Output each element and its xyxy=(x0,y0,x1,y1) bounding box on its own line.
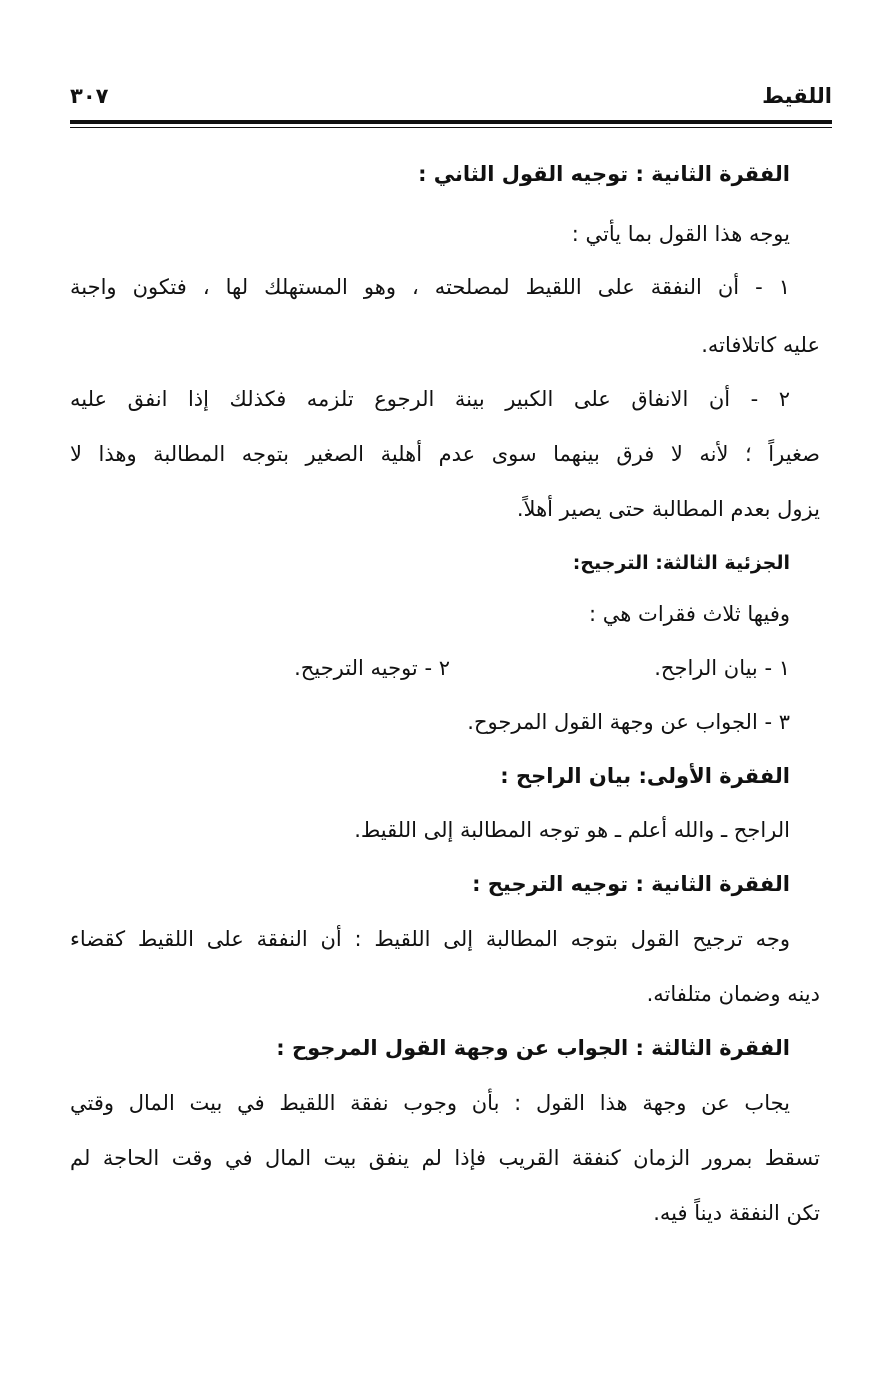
section-three-intro: وفيها ثلاث فقرات هي : xyxy=(589,602,790,626)
third-paragraph-heading: الفقرة الثالثة : الجواب عن وجهة القول المرجوح : xyxy=(276,1036,790,1060)
header-rule-thin xyxy=(70,127,832,128)
list-item-2-line-1: ٢ - أن الانفاق على الكبير بينة الرجوع تلزمه فكذلك إذا انفق عليه xyxy=(70,387,790,411)
running-title: اللقيط xyxy=(762,84,832,108)
first-paragraph-text: الراجح ـ والله أعلم ـ هو توجه المطالبة إلى اللقيط. xyxy=(354,818,790,842)
third-paragraph-line-3: تكن النفقة ديناً فيه. xyxy=(653,1201,820,1225)
paragraph-intro: يوجه هذا القول بما يأتي : xyxy=(571,222,790,246)
second-paragraph-heading: الفقرة الثانية : توجيه الترجيح : xyxy=(472,872,790,896)
third-paragraph-line-1: يجاب عن وجهة هذا القول : بأن وجوب نفقة اللقيط في بيت المال وقتي xyxy=(70,1091,790,1115)
first-paragraph-heading: الفقرة الأولى: بيان الراجح : xyxy=(500,764,790,788)
heading-second-paragraph: الفقرة الثانية : توجيه القول الثاني : xyxy=(418,162,790,186)
list-item-2-line-3: يزول بعدم المطالبة حتى يصير أهلاً. xyxy=(516,497,820,521)
page-header xyxy=(70,84,832,114)
list-item-1-line-2: عليه كاتلافاته. xyxy=(701,333,820,357)
third-paragraph-line-2: تسقط بمرور الزمان كنفقة القريب فإذا لم ينفق بيت المال في وقت الحاجة لم xyxy=(70,1146,820,1170)
second-paragraph-line-1: وجه ترجيح القول بتوجه المطالبة إلى اللقيط : أن النفقة على اللقيط كقضاء xyxy=(70,927,790,951)
section-three-item-1: ١ - بيان الراجح. xyxy=(654,656,790,680)
list-item-2-line-2: صغيراً ؛ لأنه لا فرق بينهما سوى عدم أهلية الصغير بتوجه المطالبة وهذا لا xyxy=(70,442,820,466)
second-paragraph-line-2: دينه وضمان متلفاته. xyxy=(646,982,820,1006)
list-item-1-line-1: ١ - أن النفقة على اللقيط لمصلحته ، وهو المستهلك لها ، فتكون واجبة xyxy=(70,275,790,299)
header-rule-thick xyxy=(70,120,832,124)
section-three-item-2: ٢ - توجيه الترجيح. xyxy=(294,656,450,680)
page-number: ٣٠٧ xyxy=(70,84,109,108)
section-three-items-row xyxy=(250,656,820,686)
section-three-item-3: ٣ - الجواب عن وجهة القول المرجوح. xyxy=(467,710,790,734)
section-three-heading: الجزئية الثالثة: الترجيح: xyxy=(572,552,790,574)
